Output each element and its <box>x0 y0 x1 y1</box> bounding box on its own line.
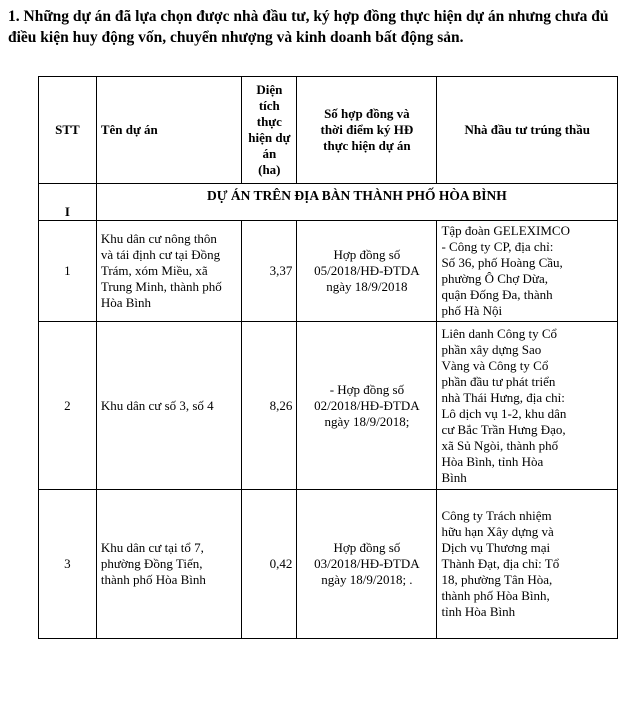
row-stt: 2 <box>39 322 97 490</box>
row-contract: - Hợp đồng số 02/2018/HĐ-ĐTDA ngày 18/9/2018; <box>297 322 437 490</box>
row-area: 0,42 <box>242 490 297 639</box>
section-row <box>39 184 618 221</box>
header-investor: Nhà đầu tư trúng thầu <box>437 77 618 184</box>
header-project-name: Tên dự án <box>96 77 241 184</box>
row-investor: Tập đoàn GELEXIMCO - Công ty CP, địa chỉ: Số 36, phố Hoàng Cầu, phường Ô Chợ Dừa, quận Đống Đa, thành phố Hà Nội <box>437 221 618 322</box>
table-header-row <box>39 77 618 184</box>
row-project-name: Khu dân cư nông thôn và tái định cư tại Đồng Trám, xóm Miều, xã Trung Minh, thành phố Hòa Bình <box>96 221 241 322</box>
header-area: Diện tích thực hiện dự án (ha) <box>242 77 297 184</box>
row-project-name: Khu dân cư số 3, số 4 <box>96 322 241 490</box>
table-row <box>39 490 618 639</box>
section-title: DỰ ÁN TRÊN ĐỊA BÀN THÀNH PHỐ HÒA BÌNH <box>96 184 617 221</box>
row-investor: Liên danh Công ty Cổ phần xây dựng Sao Vàng và Công ty Cổ phần đầu tư phát triển nhà Thái Hưng, địa chỉ: Lô dịch vụ 1-2, khu dân cư Bắc Trần Hưng Đạo, xã Sủ Ngòi, thành phố Hòa Bình, tỉnh Hòa Bình <box>437 322 618 490</box>
table-row <box>39 322 618 490</box>
row-stt: 3 <box>39 490 97 639</box>
row-area: 3,37 <box>242 221 297 322</box>
section-stt: I <box>39 184 97 221</box>
table-row <box>39 221 618 322</box>
header-contract: Số hợp đồng và thời điểm ký HĐ thực hiện dự án <box>297 77 437 184</box>
section-heading: 1. Những dự án đã lựa chọn được nhà đầu tư, ký hợp đồng thực hiện dự án nhưng chưa đủ điều kiện huy động vốn, chuyển nhượng và kinh doanh bất động sản. <box>8 8 609 46</box>
header-stt: STT <box>39 77 97 184</box>
row-investor: Công ty Trách nhiệm hữu hạn Xây dựng và Dịch vụ Thương mại Thành Đạt, địa chỉ: Tổ 18, phường Tân Hòa, thành phố Hòa Bình, tỉnh Hòa Bình <box>437 490 618 639</box>
row-project-name: Khu dân cư tại tổ 7, phường Đồng Tiến, thành phố Hòa Bình <box>96 490 241 639</box>
row-contract: Hợp đồng số 03/2018/HĐ-ĐTDA ngày 18/9/2018; . <box>297 490 437 639</box>
projects-table <box>38 76 618 639</box>
row-contract: Hợp đồng số 05/2018/HĐ-ĐTDA ngày 18/9/2018 <box>297 221 437 322</box>
row-stt: 1 <box>39 221 97 322</box>
row-area: 8,26 <box>242 322 297 490</box>
